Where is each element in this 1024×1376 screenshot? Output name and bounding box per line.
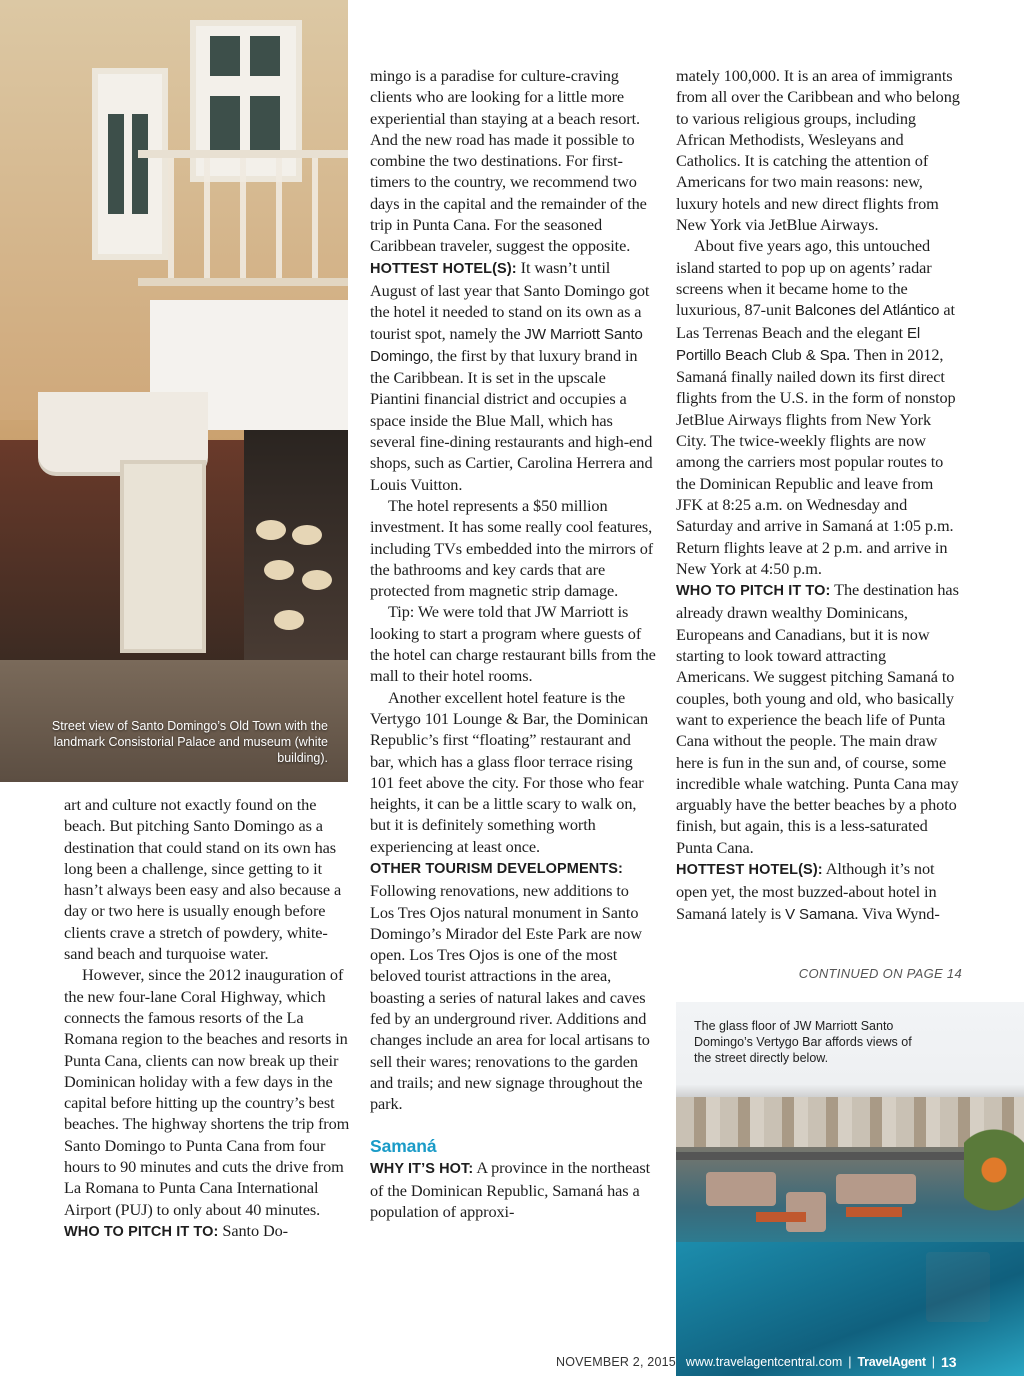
- paragraph: [676, 858, 962, 925]
- section-heading-samana: Samaná: [370, 1135, 437, 1156]
- article-column-3: [676, 65, 962, 925]
- paragraph: [64, 1220, 352, 1243]
- photo-old-town-street: [0, 0, 348, 782]
- paragraph: [370, 257, 656, 495]
- footer-separator: |: [848, 1355, 852, 1369]
- paragraph: art and culture not exactly found on the beach. But pitching Santo Domingo as a destination that could stand on its own has long been a challenge, since getting to it hasn’t always been easy and also because a day or two here is usually enough before clients crave a stretch of powdery, white-sand beach and turquoise water.: [64, 795, 342, 964]
- website-link[interactable]: www.travelagentcentral.com: [685, 1355, 843, 1369]
- subhead-who-to-pitch: WHO TO PITCH IT TO:: [64, 1223, 219, 1240]
- paragraph-text: Santo Do-: [218, 1220, 288, 1240]
- paragraph: Tip: We were told that JW Marriott is looking to start a program where guests of the hotel can charge restaurant bills from the mall to their hotel rooms.: [370, 602, 656, 686]
- continued-link[interactable]: CONTINUED ON PAGE 14: [798, 966, 962, 981]
- paragraph: [370, 1157, 656, 1223]
- article-column-2: [370, 65, 656, 1222]
- paragraph: [676, 235, 962, 579]
- paragraph: [370, 857, 656, 1115]
- paragraph-text: Following renovations, new additions to Los Tres Ojos natural monument in Santo Domingo’s Mirador del Este Park are now open. Los Tres Ojos is one of the most beloved tourist attractions in the area, boasting a series of natural lakes and caves fed by an underground river. Additions and changes include an area for local artisans to sell their wares; renovations to the garden and trails; and new signage throughout the park.: [370, 881, 650, 1114]
- paragraph: [676, 579, 962, 858]
- paragraph-text: at Las Terrenas Beach and the elegant: [676, 300, 955, 342]
- magazine-brand: TravelAgent: [857, 1355, 926, 1369]
- hotel-name: El Portillo Beach Club & Spa: [676, 324, 921, 364]
- paragraph-text: It wasn’t until August of last year that Santo Domingo got the hotel it needed to stand on its own as a tourist spot, namely the: [370, 257, 650, 343]
- paragraph-text: A province in the northeast of the Dominican Republic, Samaná has a population of approxi-: [370, 1157, 651, 1222]
- paragraph: Another excellent hotel feature is the Vertygo 101 Lounge & Bar, the Dominican Republic’s first “floating” restaurant and bar, which has a glass floor terrace rising 101 feet above the city. For those who fear heights, it can be a little scary to walk on, but it is definitely something worth experiencing at least once.: [370, 687, 649, 856]
- paragraph-text: , the first by that luxury brand in the Caribbean. It is set in the upscale Piantini financial district and occupies a space inside the Blue Mall, which has several fine-dining restaurants and high-end shops, such as Cartier, Carolina Herrera and Louis Vuitton.: [370, 345, 653, 494]
- subhead-who-to-pitch: WHO TO PITCH IT TO:: [676, 583, 831, 600]
- paragraph-text: . Viva Wynd-: [854, 903, 940, 923]
- issue-date: NOVEMBER 2, 2015: [556, 1355, 676, 1369]
- hotel-name: JW Marriott Santo Domingo: [370, 325, 643, 365]
- photo-vertygo-bar: [676, 1002, 1024, 1376]
- subhead-other-developments: OTHER TOURISM DEVELOPMENTS:: [370, 860, 623, 877]
- page-footer: [556, 1353, 957, 1371]
- subhead-why-its-hot: WHY IT’S HOT:: [370, 1160, 474, 1177]
- paragraph-text: Although it’s not open yet, the most buzzed-about hotel in Samaná lately is: [676, 858, 937, 923]
- article-column-1: [64, 794, 352, 1243]
- paragraph: However, since the 2012 inauguration of the new four-lane Coral Highway, which connects the famous resorts of the La Romana region to the beaches and resorts in Punta Cana, clients can now break up their Dominican holiday with a few days in the capital before hitting up the country’s best beaches. The highway shortens the trip from Santo Domingo to Punta Cana from four hours to 90 minutes and cuts the drive from La Romana to Punta Cana International Airport (PUJ) to only about 40 minutes.: [64, 965, 350, 1219]
- paragraph-text: . Then in 2012, Samaná finally nailed down its first direct flights from the U.S. in the form of nonstop JetBlue Airways flights from New York City. The twice-weekly flights are now among the carriers most popular routes to the Dominican Republic and leave from JFK at 8:25 a.m. on Wednesday and Saturday and arrive in Samaná at 1:05 p.m. Return flights leave at 2 p.m. and arrive in New York at 4:50 p.m.: [676, 344, 956, 578]
- subhead-hottest-hotels: HOTTEST HOTEL(S):: [676, 861, 823, 878]
- footer-separator: |: [931, 1355, 936, 1369]
- subhead-hottest-hotels: HOTTEST HOTEL(S):: [370, 260, 517, 277]
- paragraph-text: About five years ago, this untouched island started to pop up on agents’ radar screens when it became home to the luxurious, 87-unit: [676, 236, 932, 320]
- hotel-name: V Samana: [785, 905, 855, 923]
- page-number: 13: [941, 1354, 957, 1370]
- photo-caption-old-town: Street view of Santo Domingo’s Old Town with the landmark Consistorial Palace and museum (white building).: [51, 719, 328, 765]
- photo-caption-vertygo: The glass floor of JW Marriott Santo Domingo’s Vertygo Bar affords views of the street directly below.: [694, 1019, 912, 1065]
- paragraph: mingo is a paradise for culture-craving clients who are looking for a little more experiential than staying at a beach resort. And the new road has made it possible to combine the two destinations. For first-timers to the country, we recommend two days in the capital and the remainder of the trip in Punta Cana. For the seasoned Caribbean traveler, suggest the opposite.: [370, 66, 647, 256]
- paragraph: The hotel represents a $50 million investment. It has some really cool features, including TVs embedded into the mirrors of the bathrooms and key cards that are protected from magnetic strip damage.: [370, 495, 654, 601]
- hotel-name: Balcones del Atlántico: [794, 302, 940, 320]
- paragraph: mately 100,000. It is an area of immigrants from all over the Caribbean and who belong to various religious groups, including African Methodists, Wesleyans and Catholics. It is catching the attention of Americans for two main reasons: new, luxury hotels and new direct flights from New York via JetBlue Airways.: [676, 66, 960, 235]
- paragraph-text: The destination has already drawn wealthy Dominicans, Europeans and Canadians, but it is now starting to look toward attracting Americans. We suggest pitching Samaná to couples, both young and old, who basically want to experience the beach life of Punta Cana without the people. The main draw here is fun in the sun and, of course, some incredible whale watching. Punta Cana may arguably have the better beaches by a photo finish, but again, this is a less-saturated Punta Cana.: [676, 580, 959, 857]
